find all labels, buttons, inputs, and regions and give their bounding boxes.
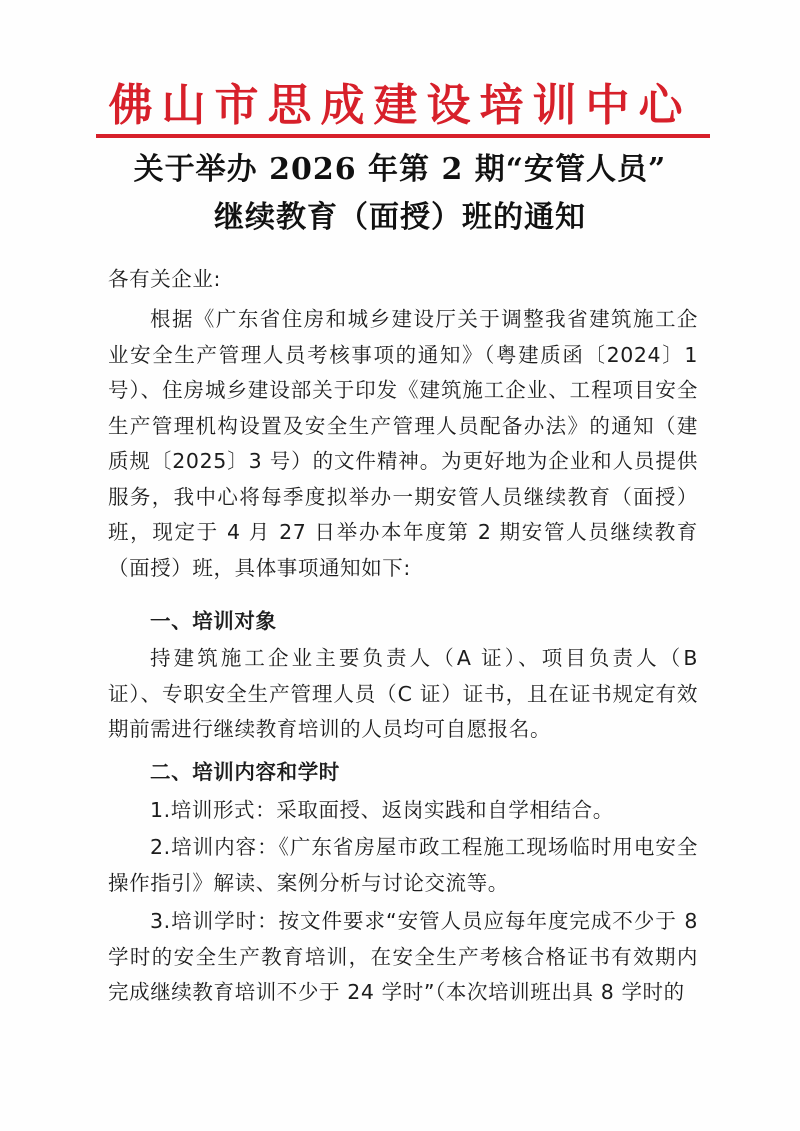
document-title-line-1: 关于举办 2026 年第 2 期“安管人员” <box>133 152 667 187</box>
section-2-item-1: 1.培训形式：采取面授、返岗实践和自学相结合。 <box>150 798 614 822</box>
salutation: 各有关企业: <box>108 267 222 291</box>
intro-paragraph: 根据《广东省住房和城乡建设厅关于调整我省建筑施工企业安全生产管理人员考核事项的通知》（粤建质函〔2024〕1号）、住房城乡建设部关于印发《建筑施工企业、工程项目安全生产管理机构设置及安全生产管理人员配备办法》的通知（建质规〔2025〕3 号）的文件精神。为更好地为企业和人员提供服务，我中心将每季度拟举办一期安管人员继续教育（面授）班，现定于 4 月 27 日举办本年度第 2 期安管人员继续教育（面授）班，具体事项通知如下: <box>108 307 698 580</box>
document-title-line-2: 继续教育（面授）班的通知 <box>214 200 586 235</box>
organization-name: 佛山市思成建设培训中心 <box>108 80 692 131</box>
section-2-item-2: 2.培训内容：《广东省房屋市政工程施工现场临时用电安全操作指引》解读、案例分析与讨论交流等。 <box>108 835 698 895</box>
section-2-heading: 二、培训内容和学时 <box>150 760 340 784</box>
section-1-paragraph: 持建筑施工企业主要负责人（A 证）、项目负责人（B 证）、专职安全生产管理人员（C 证）证书，且在证书规定有效期前需进行继续教育培训的人员均可自愿报名。 <box>108 646 698 741</box>
red-header-rule <box>96 134 710 138</box>
section-2-item-3: 3.培训学时：按文件要求“安管人员应每年度完成不少于 8 学时的安全生产教育培训，在安全生产考核合格证书有效期内完成继续教育培训不少于 24 学时”（本次培训班出具 8 学时的 <box>108 909 698 1004</box>
section-1-heading: 一、培训对象 <box>150 609 277 633</box>
